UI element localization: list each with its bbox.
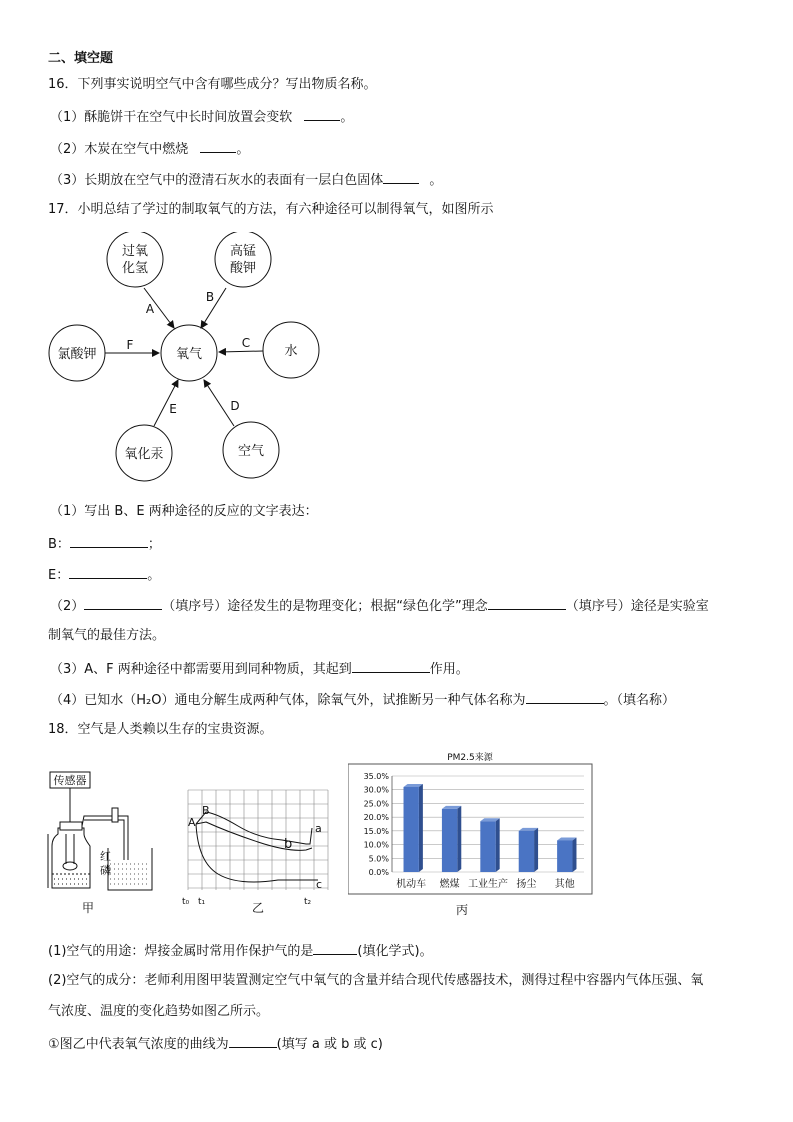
q16-part1-blank[interactable] [304, 108, 340, 121]
label-c: C [241, 336, 251, 350]
q18-part3-blank[interactable] [229, 1035, 277, 1048]
q16-part3 [50, 171, 442, 189]
q17-e-line [48, 566, 160, 584]
q17-part3-b: 作用。 [429, 662, 469, 677]
q17-part2-cont: 制氧气的最佳方法。 [48, 628, 166, 643]
curve-b-label: b [284, 837, 293, 852]
y-tick-label: 35.0% [363, 772, 389, 781]
bar-其他 [557, 840, 572, 872]
q16-part2-text: （2）木炭在空气中燃烧 [50, 142, 189, 157]
t1-label: t₁ [198, 897, 206, 907]
q17-part2 [50, 597, 709, 615]
bar-side [534, 828, 538, 872]
label-e: E [169, 402, 177, 416]
x-tick-label: 扬尘 [516, 879, 537, 890]
node-h2o2 [107, 232, 163, 287]
q18-part2-line2: 气浓度、温度的变化趋势如图乙所示。 [48, 1004, 270, 1019]
q16-part1 [50, 108, 353, 126]
label-b: B [205, 290, 215, 304]
bar-工业生产 [480, 821, 495, 872]
q17-part2-blank2[interactable] [488, 597, 566, 610]
q17-part4 [50, 691, 675, 709]
q16-part1-end: 。 [340, 110, 354, 125]
node-h2o2-line2: 化氢 [121, 261, 149, 276]
node-air-label: 空气 [237, 444, 265, 459]
t2-label: t₂ [304, 897, 312, 907]
q17-part2-blank1[interactable] [84, 597, 162, 610]
point-a-label: A [188, 816, 196, 829]
label-a: A [145, 302, 155, 316]
node-water-label: 水 [284, 344, 298, 359]
q18-part1-b: (填化学式)。 [357, 944, 433, 959]
figure-yi-caption: 乙 [251, 901, 265, 915]
q18-part1-blank[interactable] [313, 942, 357, 955]
q17-part2-b: （填序号）途径发生的是物理变化；根据“绿色化学”理念 [162, 599, 488, 614]
bar-机动车 [404, 787, 419, 872]
chart-title: PM2.5来源 [447, 753, 493, 763]
q18-part3-b: (填写 a 或 b 或 c) [276, 1037, 383, 1052]
x-tick-label: 其他 [554, 879, 575, 890]
sensor-label: 传感器 [53, 774, 87, 787]
q16-part3-end: 。 [429, 173, 443, 188]
q17-part4-a: （4）已知水（H₂O）通电分解生成两种气体，除氧气外，试推断另一种气体名称为 [50, 693, 526, 708]
y-tick-label: 0.0% [368, 868, 389, 877]
y-tick-label: 15.0% [363, 826, 389, 836]
oxygen-pathways-diagram [40, 232, 340, 492]
q18-part1 [48, 942, 433, 960]
phosphorus-label: 磷 [100, 864, 111, 877]
figure-jia-caption: 甲 [81, 901, 95, 915]
q17-part2-a: （2） [50, 599, 85, 614]
bar-side [419, 784, 423, 872]
q18-part3-a: ①图乙中代表氧气浓度的曲线为 [48, 1037, 229, 1052]
figure-bing-caption: 丙 [455, 903, 469, 917]
t0-label: t₀ [182, 897, 190, 907]
q17-b-blank[interactable] [70, 535, 148, 548]
x-tick-label: 燃煤 [439, 879, 460, 890]
q18-part3 [48, 1035, 383, 1053]
node-hgo-label: 氧化汞 [124, 447, 164, 462]
y-tick-label: 5.0% [368, 854, 389, 864]
curve-a [196, 812, 312, 844]
q17-part4-blank[interactable] [526, 691, 604, 704]
y-tick-label: 30.0% [363, 785, 389, 795]
curve-a-label: a [315, 822, 322, 835]
bar-side [572, 837, 576, 872]
q16-part1-text: （1）酥脆饼干在空气中长时间放置会变软 [50, 110, 293, 125]
x-tick-label: 机动车 [396, 879, 427, 890]
figure-yi-curves [178, 782, 338, 918]
q17-e-blank[interactable] [69, 566, 147, 579]
q17-part3 [50, 660, 469, 678]
q16-part2-blank[interactable] [200, 140, 236, 153]
q16-part3-blank[interactable] [383, 171, 419, 184]
bar-side [457, 806, 461, 872]
y-tick-label: 20.0% [363, 813, 389, 823]
red-label: 红 [100, 850, 111, 863]
q18-part1-a: (1)空气的用途：焊接金属时常用作保护气的是 [48, 944, 314, 959]
q17-part3-blank[interactable] [352, 660, 430, 673]
arrow-c [219, 351, 263, 352]
q16-part2-end: 。 [236, 142, 250, 157]
q17-e-end: 。 [147, 568, 161, 583]
bar-side [496, 818, 500, 872]
x-tick-label: 工业生产 [468, 879, 508, 890]
q17-b-line [48, 535, 161, 553]
label-d: D [230, 399, 240, 413]
y-tick-label: 25.0% [363, 799, 389, 809]
q18-stem: 18．空气是人类赖以生存的宝贵资源。 [48, 722, 273, 737]
label-f: F [126, 338, 134, 352]
node-h2o2-line1: 过氧 [121, 244, 149, 259]
q17-e-label: E： [48, 568, 70, 583]
q17-b-label: B： [48, 537, 70, 552]
q16-part3-text: （3）长期放在空气中的澄清石灰水的表面有一层白色固体 [50, 173, 384, 188]
node-kmno4-line1: 高锰 [229, 244, 257, 259]
q18-part2-line1: (2)空气的成分：老师利用图甲装置测定空气中氧气的含量并结合现代传感器技术，测得过程中容器内气体压强、氧 [48, 973, 704, 988]
section-title: 二、填空题 [48, 51, 114, 66]
node-kmno4 [215, 232, 271, 287]
q16-part2 [50, 140, 249, 158]
curve-c-label: c [316, 878, 323, 891]
y-tick-label: 10.0% [363, 840, 389, 850]
node-kmno4-line2: 酸钾 [229, 261, 257, 276]
q17-stem: 17．小明总结了学过的制取氧气的方法，有六种途径可以制得氧气，如图所示 [48, 202, 494, 217]
pm25-bar-chart [348, 750, 594, 920]
node-oxygen-label: 氧气 [175, 347, 203, 362]
bar-扬尘 [519, 831, 534, 872]
point-b-label: B [202, 804, 210, 817]
bar-燃煤 [442, 809, 457, 872]
q17-part2-c: （填序号）途径是实验室 [565, 599, 709, 614]
q17-part1: （1）写出 B、E 两种途径的反应的文字表达： [50, 504, 318, 519]
figure-jia-apparatus [44, 764, 164, 916]
q17-b-end: ； [147, 537, 161, 552]
q17-part4-b: 。（填名称） [603, 693, 676, 708]
node-kclo3-label: 氯酸钾 [57, 347, 97, 362]
q16-stem: 16．下列事实说明空气中含有哪些成分？写出物质名称。 [48, 77, 377, 92]
q17-part3-a: （3）A、F 两种途径中都需要用到同种物质，其起到 [50, 662, 352, 677]
